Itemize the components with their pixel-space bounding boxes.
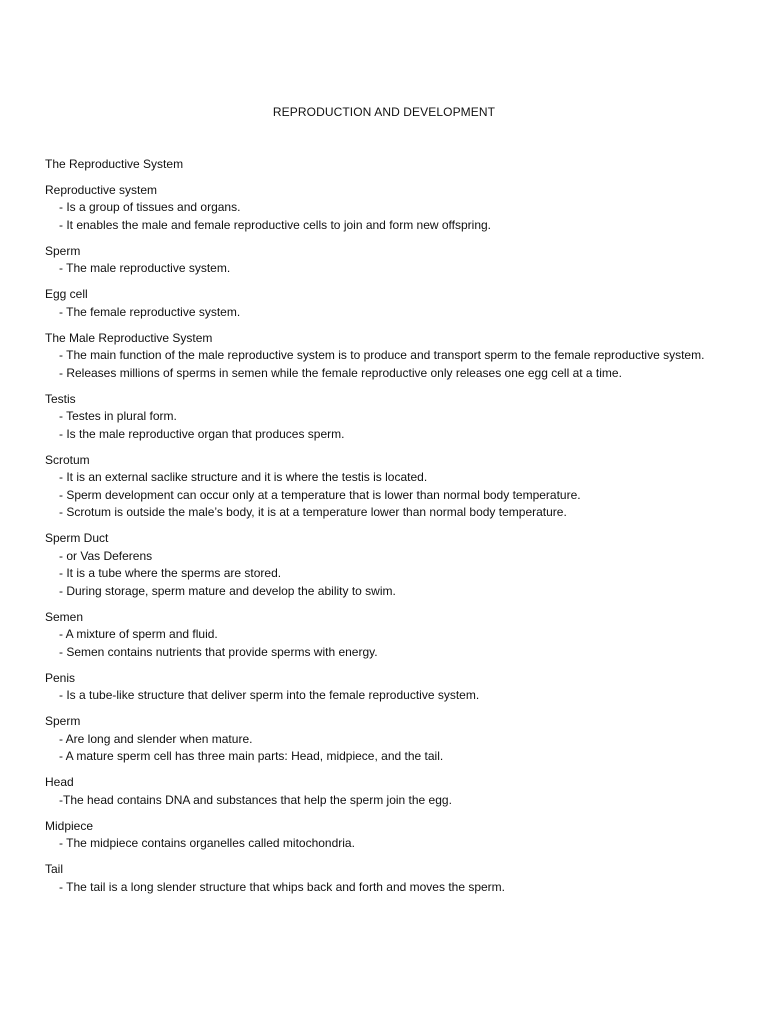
bullet-item: - It is an external saclike structure and it is where the testis is located. [59, 470, 428, 484]
section-heading: Head [45, 775, 74, 789]
bullet-item: - The midpiece contains organelles called mitochondria. [59, 836, 355, 850]
document-body [45, 156, 725, 905]
section-sperm-structure [45, 713, 725, 766]
bullet-item: - The tail is a long slender structure that whips back and forth and moves the sperm. [59, 879, 506, 894]
bullet-item: - Is the male reproductive organ that produces sperm. [59, 426, 345, 441]
bullet-item: - Is a tube-like structure that deliver sperm into the female reproductive system. [59, 688, 480, 702]
bullet-item: - It is a tube where the sperms are stored. [59, 566, 282, 580]
section-heading: Reproductive system [45, 182, 158, 197]
section-male-reproductive-system [45, 330, 725, 383]
section-scrotum [45, 452, 725, 522]
bullet-item: - A mixture of sperm and fluid. [59, 627, 218, 641]
section-sperm-duct [45, 530, 725, 600]
bullet-item: - Scrotum is outside the male’s body, it is at a temperature lower than normal body temperature. [59, 505, 567, 519]
section-sperm [45, 243, 725, 278]
section-heading: Midpiece [45, 818, 94, 833]
bullet-item: - Releases millions of sperms in semen while the female reproductive only releases one egg cell at a time. [59, 365, 622, 380]
section-penis [45, 670, 725, 705]
bullet-item: - Are long and slender when mature. [59, 731, 253, 746]
section-heading: Penis [45, 670, 76, 685]
bullet-item: - It enables the male and female reproductive cells to join and form new offspring. [59, 217, 492, 232]
bullet-item: - The main function of the male reproductive system is to produce and transport sperm to the female reproductive system. [59, 348, 705, 362]
section-subtitle: The Reproductive System [45, 157, 184, 171]
bullet-item: - During storage, sperm mature and develop the ability to swim. [59, 583, 396, 598]
section-heading: The Male Reproductive System [45, 330, 213, 345]
section-head [45, 774, 725, 809]
bullet-item: - Semen contains nutrients that provide sperms with energy. [59, 644, 378, 659]
section-heading: Sperm [45, 243, 81, 258]
bullet-item: - Testes in plural form. [59, 409, 177, 423]
section-heading: Sperm Duct [45, 531, 109, 545]
section-tail [45, 861, 725, 896]
section-heading: Tail [45, 862, 64, 876]
bullet-item: - Sperm development can occur only at a temperature that is lower than normal body temperature. [59, 487, 581, 502]
section-reproductive-system [45, 182, 725, 235]
section-heading: Semen [45, 609, 84, 624]
section-heading: Scrotum [45, 452, 90, 467]
section-heading: Egg cell [45, 287, 88, 301]
bullet-item: - or Vas Deferens [59, 548, 153, 563]
bullet-item: - A mature sperm cell has three main parts: Head, midpiece, and the tail. [59, 749, 444, 763]
section-egg-cell [45, 286, 725, 321]
section-midpiece [45, 818, 725, 853]
section-heading: Testis [45, 391, 76, 406]
bullet-item: -The head contains DNA and substances that help the sperm join the egg. [59, 792, 452, 807]
bullet-item: - The female reproductive system. [59, 304, 241, 319]
section-semen [45, 609, 725, 662]
section-testis [45, 391, 725, 444]
section-heading: Sperm [45, 714, 81, 728]
bullet-item: - The male reproductive system. [59, 261, 231, 275]
bullet-item: - Is a group of tissues and organs. [59, 200, 241, 214]
document-title: REPRODUCTION AND DEVELOPMENT [272, 105, 496, 119]
